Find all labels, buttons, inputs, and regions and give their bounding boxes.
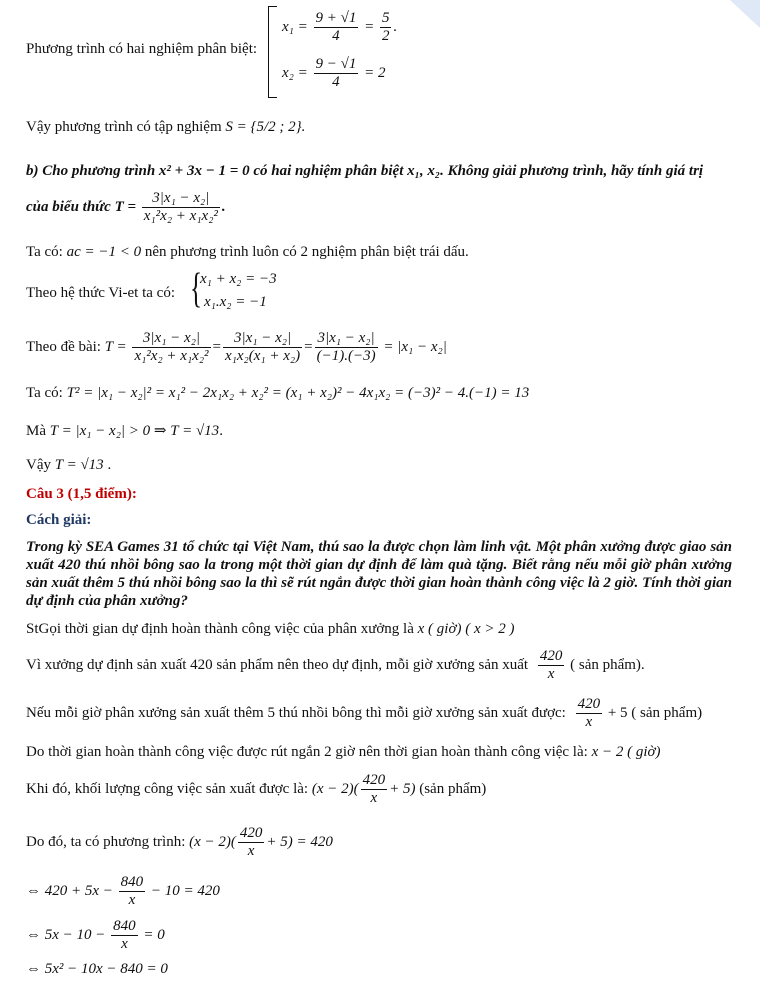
equiv-step-2 (26, 918, 165, 953)
root-x2 (282, 56, 385, 91)
workload-b: + 5) (389, 780, 416, 797)
solution-heading: Cách giải: (26, 512, 92, 528)
part-b-T-den: x₁²x₂ + x₁x₂² (143, 208, 218, 224)
t-squared-math: T² = |x₁ − x₂|² = x₁² − 2x₁x₂ + x₂² = (x₁ + x₂)² − 4x₁x₂ = (−3)² − 4.(−1) = 13 (66, 385, 530, 401)
ac-text: Ta có: (26, 244, 67, 260)
x1-den: 4 (332, 28, 340, 44)
equiv1-num: 840 (120, 874, 144, 890)
ac-rest: nên phương trình luôn có 2 nghiệm phân biệt trái dấu. (141, 244, 469, 260)
vieta-text: Theo hệ thức Vi-et ta có: (26, 285, 175, 301)
t-result-math: T = √13 (54, 457, 104, 473)
two-roots-text: Phương trình có hai nghiệm phân biệt: (26, 41, 258, 57)
equiv2-a: ⇔ 5x − 10 − (26, 926, 110, 943)
step-planned-rate-end: ( sản phẩm). (570, 656, 645, 673)
step-new-rate-text: Nếu mỗi giờ phân xưởng sản xuất thêm 5 thú nhồi bông thì mỗi giờ xưởng sản xuất được: (26, 704, 566, 721)
planned-rate-den: x (547, 666, 555, 682)
step-planned-rate-text: Vì xưởng dự định sản xuất 420 sản phẩm nên theo dự định, mỗi giờ xưởng sản xuất (26, 656, 529, 673)
x1-result-den: 2 (381, 28, 390, 44)
part-b-q1: b) Cho phương trình (26, 163, 159, 179)
frac3-den: (−1).(−3) (316, 348, 376, 364)
part-b-q4: của biểu thức (26, 198, 115, 215)
new-rate-den: x (585, 714, 593, 730)
planned-rate-num: 420 (539, 648, 563, 664)
t-squared-line (26, 384, 529, 402)
by-problem-T: T = (104, 338, 131, 355)
page-corner-decoration (700, 0, 760, 40)
root-x1: x₁ = $\frac{9 + √1}{4}$ = $\frac{5}{2}$ . (282, 10, 398, 44)
x1-eq: = (360, 18, 378, 35)
t-positive-text: Mà (26, 423, 50, 439)
vieta-product: x₁.x₂ = −1 (204, 294, 267, 310)
step-let-x (26, 620, 514, 638)
solution-set-text: Vậy phương trình có tập nghiệm (26, 119, 226, 135)
equiv-step-1 (26, 874, 220, 909)
equiv-step-3: ⇔ 5x² − 10x − 840 = 0 (26, 961, 168, 977)
t-squared-text: Ta có: (26, 385, 67, 401)
t-positive-line: Mà T = |x₁ − x₂| > 0 ⇒ T = √13. (26, 423, 223, 439)
step-planned-rate (26, 648, 645, 683)
equiv1-b: − 10 = 420 (147, 882, 220, 899)
part-b-eq: x² + 3x − 1 = 0 (158, 163, 250, 179)
vieta-brace: { (190, 266, 203, 312)
vieta-sum: x₁ + x₂ = −3 (200, 271, 277, 287)
frac1-den: x₁²x₂ + x₁x₂² (134, 348, 209, 364)
step-workload-end: (sản phẩm) (415, 780, 487, 797)
x2-result: = 2 (360, 64, 386, 81)
step-workload (26, 772, 486, 807)
t-result-text: Vậy (26, 457, 55, 473)
part-b-question-line2: của biểu thức T = $\frac{\text{3|x₁ − x₂|}}{\text{x₁²x₂ + x₁x₂²}}$ . (26, 190, 226, 224)
equiv2-b: = 0 (139, 926, 165, 943)
part-b-question-line1 (26, 162, 703, 180)
equation-a: (x − 2)( (189, 833, 236, 850)
question-3-problem: Trong kỳ SEA Games 31 tổ chức tại Việt Nam, thú sao la được chọn làm linh vật. Một phân xưởng được giao sản xuất 420 thú nhồi bông sao la trong một thời gian dự định để làm quà tặng. Biết rằng nếu mỗi giờ phân xưởng sản xuất thêm 5 thú nhồi bông sao la thì sẽ rút ngắn được thời gian hoàn thành công việc là 2 giờ. Tính thời gian dự định của phân xưởng? (26, 539, 732, 609)
solution-set-line (26, 118, 305, 136)
step-new-rate (26, 696, 702, 731)
x1-result-num: 5 (381, 10, 390, 26)
solution-set-math: S = {5/2 ; 2}. (225, 119, 306, 135)
workload-num: 420 (362, 772, 386, 788)
vieta-line (26, 284, 175, 302)
t-positive-math: T = |x₁ − x₂| > 0 ⇒ T = √13 (49, 423, 220, 439)
equiv2-den: x (121, 936, 128, 952)
equation-b: + 5) = 420 (266, 833, 333, 850)
part-b-x: x₁, x₂ (407, 163, 441, 179)
t-result-line: Vậy T = √13 . (26, 457, 112, 473)
frac2-num: 3|x₁ − x₂| (223, 330, 302, 348)
part-b-q2: có hai nghiệm phân biệt (249, 163, 408, 179)
part-b-q3: . Không giải phương trình, hãy tính giá trị (440, 163, 704, 179)
workload-den: x (370, 790, 378, 806)
frac2-den: x₁x₂(x₁ + x₂) (225, 348, 301, 364)
workload-a: (x − 2)( (311, 780, 359, 797)
x2-label: x₂ = (282, 64, 312, 81)
step-new-time (26, 743, 661, 761)
equiv1-a: ⇔ 420 + 5x − (26, 882, 117, 899)
step-new-time-math: x − 2 ( giờ) (591, 744, 661, 760)
part-b-T: T = (114, 198, 140, 215)
frac1-num: 3|x₁ − x₂| (132, 330, 210, 348)
step-new-time-text: Do thời gian hoàn thành công việc được rút ngắn 2 giờ nên thời gian hoàn thành công việc là: (26, 744, 592, 760)
equiv2-num: 840 (113, 918, 136, 934)
step-let-x-math: x ( giờ) ( x > 2 ) (417, 621, 515, 637)
equation-num: 420 (239, 825, 263, 841)
root-bracket (268, 6, 277, 98)
step-equation (26, 825, 333, 860)
new-rate-num: 420 (577, 696, 601, 712)
two-roots-line (26, 40, 257, 58)
step-equation-text: Do đó, ta có phương trình: (26, 833, 190, 850)
equiv1-den: x (128, 892, 136, 908)
by-problem-line: Theo đề bài: T = $\frac{\text{3|x₁ − x₂|}}{\text{x₁²x₂ + x₁x₂²}}$ = $\frac{\text{3|x₁ − x₂|}}{\text{x₁x₂(x₁ + x₂)}}$ = $\frac{\text{3|x₁ − x₂|}}{(-1).(-3)}$ = |x₁ − x₂| (26, 330, 447, 364)
frac3-num: 3|x₁ − x₂| (315, 330, 378, 348)
step-workload-text: Khi đó, khối lượng công việc sản xuất được là: (26, 780, 312, 797)
ac-line (26, 243, 469, 261)
x1-num: 9 + √1 (315, 10, 357, 26)
x1-label: x₁ = (282, 18, 312, 35)
ac-math: ac = −1 < 0 (66, 244, 142, 260)
step-new-rate-end: + 5 ( sản phẩm) (607, 704, 703, 721)
x2-num: 9 − √1 (315, 56, 357, 72)
equation-den: x (247, 843, 255, 859)
by-problem-end: = |x₁ − x₂| (379, 338, 447, 355)
question-3-heading: Câu 3 (1,5 điểm): (26, 486, 137, 502)
by-problem-text: Theo đề bài: (26, 338, 105, 355)
step-let-x-text: StGọi thời gian dự định hoàn thành công việc của phân xưởng là (26, 621, 418, 637)
part-b-T-num: 3|x₁ − x₂| (142, 190, 220, 208)
x2-den: 4 (332, 74, 340, 90)
